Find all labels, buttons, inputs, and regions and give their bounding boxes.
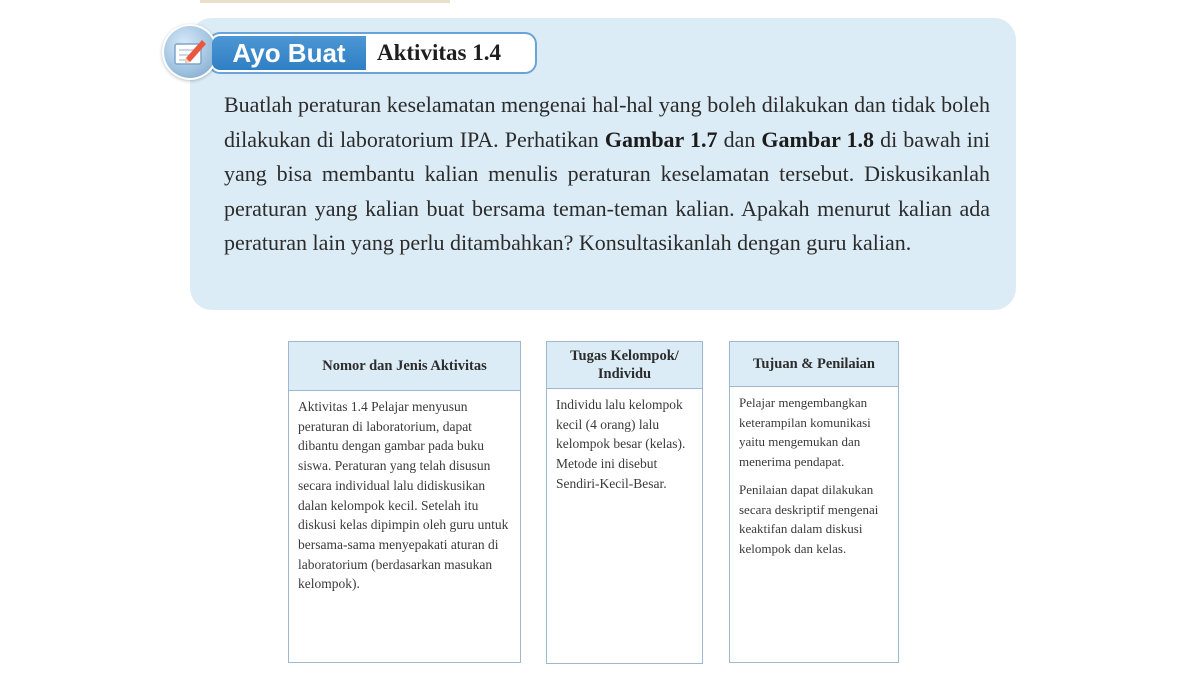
column-text: Pelajar mengembangkan keterampilan komunikasi yaitu mengemukan dan menerima pendapat. [739,395,871,470]
column-text: Aktivitas 1.4 Pelajar menyusun peraturan di laboratorium, dapat dibantu dengan gambar pada buku siswa. Peraturan yang telah disusun secara individual lalu didiskusikan dalan kelompok kecil. Setelah itu diskusi kelas dipimpin oleh guru untuk bersama-sama menyepakati aturan di laboratorium (berdasarkan masukan kelompok). [298,399,509,592]
column-header-task: Tugas Kelompok/ Individu [546,341,703,389]
column-text: Individu lalu kelompok kecil (4 orang) lalu kelompok besar (kelas). Metode ini disebut Sendiri-Kecil-Besar. [556,397,686,491]
top-rule [200,0,450,3]
column-body-activity [288,391,521,663]
instruction-text-2: dan [717,126,762,152]
instruction-text-1: Buatlah peraturan keselamatan mengenai hal-hal yang boleh dilakukan dan tidak boleh dilakukan di laboratorium IPA. Perhatikan [224,92,990,152]
column-header-activity: Nomor dan Jenis Aktivitas [288,341,521,391]
figure-reference-2: Gambar 1.8 [761,126,875,152]
activity-title: Aktivitas 1.4 [377,40,501,65]
pencil-paper-icon [162,24,218,80]
activity-instruction [224,88,990,261]
column-body-goal [729,387,899,663]
figure-reference-1: Gambar 1.7 [604,126,718,152]
activity-header [162,24,545,78]
column-body-task [546,389,703,664]
instruction-text-3: di bawah ini yang bisa membantu kalian menulis peraturan keselamatan tersebut. Diskusikanlah peraturan yang kalian buat bersama teman-teman kalian. Apakah menurut kalian ada peraturan lain yang perlu ditambahkan? Konsultasikanlah dengan guru kalian. [224,126,991,255]
column-header-goal: Tujuan & Penilaian [729,341,899,387]
column-text: Penilaian dapat dilakukan secara deskriptif mengenai keaktifan dalam diskusi kelompok dan kelas. [739,481,879,556]
badge-label: Ayo Buat [212,36,366,70]
